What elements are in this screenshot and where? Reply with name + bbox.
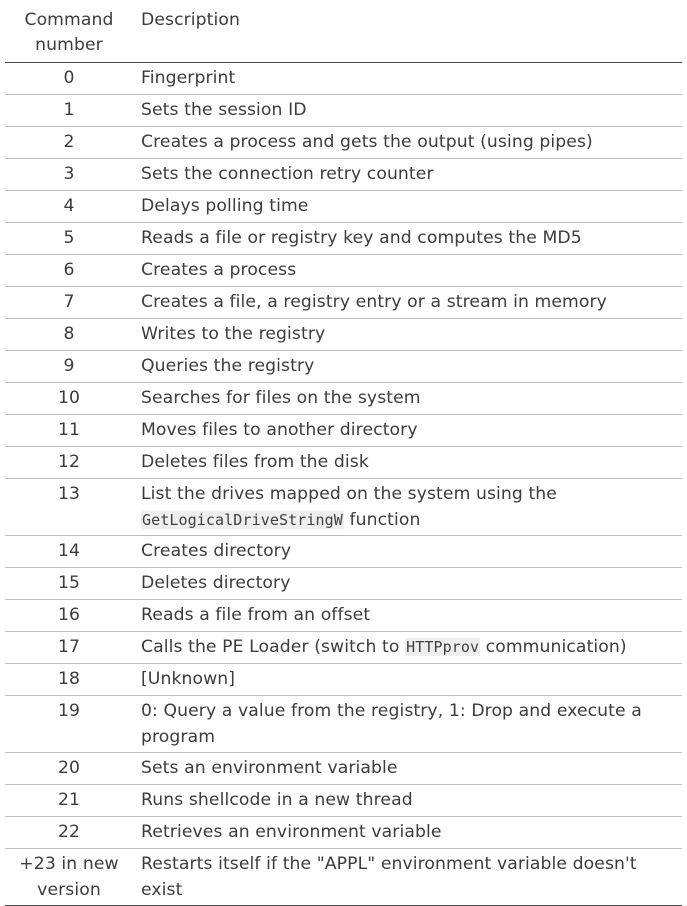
- table-row: [5, 383, 682, 415]
- table-row: [5, 191, 682, 223]
- table-row: [5, 568, 682, 600]
- table-row: [5, 817, 682, 849]
- command-description: Creates a process: [133, 255, 682, 287]
- command-number: 8: [5, 319, 133, 351]
- table-row: [5, 415, 682, 447]
- command-description: Reads a file or registry key and computes the MD5: [133, 223, 682, 255]
- command-description: Creates a file, a registry entry or a stream in memory: [133, 287, 682, 319]
- command-description: Runs shellcode in a new thread: [133, 785, 682, 817]
- command-description: Deletes files from the disk: [133, 447, 682, 479]
- command-description: Writes to the registry: [133, 319, 682, 351]
- command-number: 19: [5, 696, 133, 753]
- command-number: 0: [5, 63, 133, 95]
- description-text: List the drives mapped on the system using the: [141, 484, 557, 504]
- command-number: 13: [5, 479, 133, 536]
- command-description: [Unknown]: [133, 664, 682, 696]
- table-body: [5, 63, 682, 906]
- command-number: 15: [5, 568, 133, 600]
- header-command-number: Command number: [5, 4, 133, 63]
- command-number: 7: [5, 287, 133, 319]
- table-row: [5, 632, 682, 664]
- command-number: 3: [5, 159, 133, 191]
- table-row: [5, 287, 682, 319]
- table-row: [5, 447, 682, 479]
- command-description: Sets an environment variable: [133, 753, 682, 785]
- command-number: 14: [5, 536, 133, 568]
- table-row: [5, 785, 682, 817]
- command-number: 22: [5, 817, 133, 849]
- table-row: [5, 664, 682, 696]
- command-description: Delays polling time: [133, 191, 682, 223]
- command-number: 2: [5, 127, 133, 159]
- command-number: 6: [5, 255, 133, 287]
- table-row: [5, 479, 682, 536]
- command-description: 0: Query a value from the registry, 1: Drop and execute a program: [133, 696, 682, 753]
- table-header: [5, 4, 682, 63]
- command-description: Sets the connection retry counter: [133, 159, 682, 191]
- command-description: Queries the registry: [133, 351, 682, 383]
- command-description: Sets the session ID: [133, 95, 682, 127]
- command-number: 1: [5, 95, 133, 127]
- table-row: [5, 95, 682, 127]
- table-row: [5, 255, 682, 287]
- command-number: 21: [5, 785, 133, 817]
- table-row: [5, 127, 682, 159]
- table-row: [5, 319, 682, 351]
- command-number: 9: [5, 351, 133, 383]
- command-number: 18: [5, 664, 133, 696]
- command-description: Searches for files on the system: [133, 383, 682, 415]
- command-description: Moves files to another directory: [133, 415, 682, 447]
- table-row: [5, 223, 682, 255]
- command-description: Creates a process and gets the output (using pipes): [133, 127, 682, 159]
- command-number: 11: [5, 415, 133, 447]
- command-number: 12: [5, 447, 133, 479]
- api-function-name: GetLogicalDriveStringW: [142, 511, 343, 529]
- protocol-name: HTTPprov: [406, 638, 480, 656]
- command-table: [5, 4, 682, 906]
- command-number: 17: [5, 632, 133, 664]
- command-number: 20: [5, 753, 133, 785]
- table-row: [5, 753, 682, 785]
- description-text: function: [343, 510, 421, 530]
- table-row: [5, 63, 682, 95]
- command-number: 5: [5, 223, 133, 255]
- command-description: [133, 479, 682, 536]
- command-description: Reads a file from an offset: [133, 600, 682, 632]
- description-text: communication): [480, 637, 627, 657]
- command-number: 16: [5, 600, 133, 632]
- table-row: [5, 696, 682, 753]
- table-row: [5, 351, 682, 383]
- command-description: Creates directory: [133, 536, 682, 568]
- command-number: 4: [5, 191, 133, 223]
- command-description: Retrieves an environment variable: [133, 817, 682, 849]
- description-text: Calls the PE Loader (switch to: [141, 637, 406, 657]
- table-row: [5, 159, 682, 191]
- command-number: +23 in new version: [5, 849, 133, 906]
- table-row: [5, 849, 682, 906]
- command-number: 10: [5, 383, 133, 415]
- table-row: [5, 536, 682, 568]
- header-description: Description: [133, 4, 682, 63]
- table-row: [5, 600, 682, 632]
- command-description: Deletes directory: [133, 568, 682, 600]
- command-description: Fingerprint: [133, 63, 682, 95]
- command-description: Restarts itself if the "APPL" environment variable doesn't exist: [133, 849, 682, 906]
- command-description: [133, 632, 682, 664]
